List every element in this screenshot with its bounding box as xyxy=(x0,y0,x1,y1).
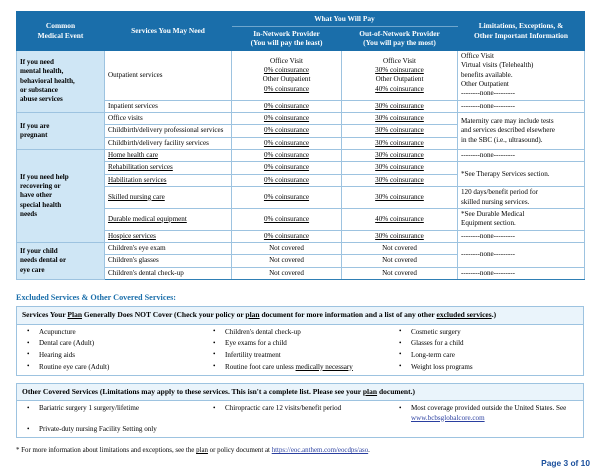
table-row xyxy=(17,50,585,100)
in-network-cost xyxy=(232,150,342,162)
header-common-medical-event xyxy=(17,12,105,51)
item-text: Routine foot care unless xyxy=(225,362,296,371)
not-covered-body xyxy=(17,325,583,375)
out-network-cost xyxy=(342,125,458,137)
service-name: Children's eye exam xyxy=(105,242,232,254)
benefits-table-body xyxy=(17,50,585,279)
header-in-network-provider xyxy=(232,26,342,50)
header-services-you-may-need: Services You May Need xyxy=(105,12,232,51)
footnote xyxy=(16,447,584,456)
in-network-cost: Not covered xyxy=(232,242,342,254)
heading-part-plan: plan xyxy=(362,386,378,396)
item-text: Most coverage provided outside the United States. See xyxy=(411,404,567,413)
cost-line: 30% coinsurance xyxy=(375,101,424,110)
limitations-note: --------none--------- xyxy=(458,242,585,267)
sbc-page xyxy=(0,11,600,474)
in-network-cost xyxy=(232,162,342,174)
limit-line: Equipment section. xyxy=(461,219,516,228)
out-network-cost xyxy=(342,230,458,242)
out-network-cost xyxy=(342,100,458,112)
service-label: Durable medical equipment xyxy=(108,214,187,223)
other-covered-box xyxy=(16,383,584,439)
limitations-note: *See Therapy Services section. xyxy=(458,162,585,187)
footnote-middle: or policy document at xyxy=(207,447,272,455)
list-item-global-core xyxy=(393,404,579,422)
list-item: • Infertility treatment xyxy=(207,351,393,360)
out-network-cost xyxy=(342,150,458,162)
heading-part-excluded: excluded services xyxy=(436,310,492,320)
in-network-cost xyxy=(232,230,342,242)
cost-line: 0% coinsurance xyxy=(263,214,310,223)
cost-line: 30% coinsurance xyxy=(375,151,424,160)
benefits-table-header xyxy=(17,12,585,51)
cost-line: Other Outpatient xyxy=(375,75,424,84)
service-label: Hospice services xyxy=(108,231,156,240)
service-name: Outpatient services xyxy=(105,50,232,100)
heading-part-plan: plan xyxy=(245,310,260,320)
list-item: • Acupuncture xyxy=(21,328,207,337)
heading-part: .) xyxy=(491,310,497,320)
service-label: Habilitation services xyxy=(108,175,167,184)
service-name: Children's dental check-up xyxy=(105,267,232,279)
out-network-cost: Not covered xyxy=(342,242,458,254)
in-network-cost: Not covered xyxy=(232,267,342,279)
in-network-cost xyxy=(232,187,342,209)
footnote-suffix: . xyxy=(368,447,370,455)
cost-line: 30% coinsurance xyxy=(375,114,424,123)
cost-line: 0% coinsurance xyxy=(263,65,310,74)
event-line: needs dental or xyxy=(20,256,67,265)
cost-line: 0% coinsurance xyxy=(263,151,310,160)
cost-line: 0% coinsurance xyxy=(263,114,310,123)
event-line: If you need help xyxy=(20,172,69,181)
service-name xyxy=(105,230,232,242)
event-line: behavioral health, xyxy=(20,76,75,85)
out-network-cost xyxy=(342,174,458,186)
list-item-routine-foot-care xyxy=(207,363,393,372)
limit-line: Maternity care may include tests xyxy=(461,117,554,126)
service-name xyxy=(105,208,232,230)
service-name xyxy=(105,150,232,162)
cost-line: 0% coinsurance xyxy=(263,192,310,201)
limit-line: and services described elsewhere xyxy=(461,126,555,135)
event-pregnant xyxy=(17,113,105,150)
limitations-note xyxy=(458,187,585,209)
benefits-table xyxy=(16,11,585,280)
service-name xyxy=(105,174,232,186)
in-network-cost xyxy=(232,137,342,149)
service-name xyxy=(105,162,232,174)
event-line: If you are xyxy=(20,121,50,130)
list-item: • Long-term care xyxy=(393,351,579,360)
limit-line: skilled nursing services. xyxy=(461,197,530,206)
cost-line: 30% coinsurance xyxy=(375,192,424,201)
in-network-cost xyxy=(232,174,342,186)
cost-line: Office Visit xyxy=(382,56,416,65)
limitations-note: --------none--------- xyxy=(458,267,585,279)
in-network-cost xyxy=(232,50,342,100)
other-covered-list xyxy=(21,404,579,434)
header-in-network-title: In-Network Provider xyxy=(253,28,320,38)
service-name: Childbirth/delivery professional services xyxy=(105,125,232,137)
cost-line: 0% coinsurance xyxy=(263,84,310,93)
list-item: • Routine eye care (Adult) xyxy=(21,363,207,372)
cost-line: 30% coinsurance xyxy=(375,231,424,240)
other-covered-body xyxy=(17,401,583,437)
heading-part: Generally Does NOT Cover (Check your policy or xyxy=(82,310,246,320)
heading-part: document.) xyxy=(377,386,415,396)
out-network-cost xyxy=(342,208,458,230)
limit-line: *See Durable Medical xyxy=(461,209,525,218)
limit-line: --------none--------- xyxy=(461,89,515,98)
cost-line: 0% coinsurance xyxy=(263,163,310,172)
event-line: pregnant xyxy=(20,131,48,140)
limit-line: Virtual visits (Telehealth) xyxy=(461,61,534,70)
out-network-cost xyxy=(342,137,458,149)
header-limitations-line1: Limitations, Exceptions, & xyxy=(478,21,564,31)
service-name: Children's glasses xyxy=(105,255,232,267)
header-limitations xyxy=(458,12,585,51)
limit-line: in the SBC (i.e., ultrasound). xyxy=(461,135,543,144)
event-recovering xyxy=(17,150,105,243)
in-network-cost xyxy=(232,125,342,137)
service-name: Childbirth/delivery facility services xyxy=(105,137,232,149)
cost-line: Other Outpatient xyxy=(262,75,311,84)
list-item: • Dental care (Adult) xyxy=(21,339,207,348)
item-text-underlined: medically necessary xyxy=(295,362,353,371)
table-row xyxy=(17,113,585,125)
footnote-plan-term: plan xyxy=(196,447,208,455)
not-covered-heading xyxy=(17,307,583,325)
event-line: mental health, xyxy=(20,67,64,76)
event-line: needs xyxy=(20,210,37,219)
header-out-network-sub: (You will pay the most) xyxy=(363,38,436,48)
event-child-dental-eye xyxy=(17,242,105,279)
cost-line: 30% coinsurance xyxy=(375,65,424,74)
list-item: • Cosmetic surgery xyxy=(393,328,579,337)
service-name: Inpatient services xyxy=(105,100,232,112)
out-network-cost xyxy=(342,50,458,100)
cost-line: 40% coinsurance xyxy=(375,84,424,93)
header-cme-line2: Medical Event xyxy=(37,30,84,40)
cost-line: 30% coinsurance xyxy=(375,175,424,184)
out-network-cost: Not covered xyxy=(342,255,458,267)
list-item: • Eye exams for a child xyxy=(207,339,393,348)
list-item: • Private-duty nursing Facility Setting only xyxy=(21,425,207,434)
limitations-note xyxy=(458,113,585,150)
other-covered-heading xyxy=(17,384,583,402)
event-line: have other xyxy=(20,191,53,200)
list-item: • Glasses for a child xyxy=(393,339,579,348)
event-line: If you need xyxy=(20,58,54,67)
service-label: Rehabilitation services xyxy=(108,163,173,172)
limit-line: benefits available. xyxy=(461,70,513,79)
list-item: • Children's dental check-up xyxy=(207,328,393,337)
footnote-prefix: * For more information about limitations and exceptions, see the xyxy=(16,447,197,455)
event-line: eye care xyxy=(20,265,45,274)
in-network-cost xyxy=(232,113,342,125)
header-cme-line1: Common xyxy=(45,21,76,31)
in-network-cost: Not covered xyxy=(232,255,342,267)
excluded-services-title: Excluded Services & Other Covered Services: xyxy=(16,293,177,303)
cost-line: 30% coinsurance xyxy=(375,126,424,135)
event-line: abuse services xyxy=(20,95,63,104)
limitations-note xyxy=(458,50,585,100)
limitations-note: --------none--------- xyxy=(458,100,585,112)
service-name: Office visits xyxy=(105,113,232,125)
cost-line: Office Visit xyxy=(269,56,303,65)
heading-part: Other Covered Services (Limitations may apply to these services. This isn't a complete list. Please see your xyxy=(22,386,363,396)
cost-line: 0% coinsurance xyxy=(263,175,310,184)
cost-line: 40% coinsurance xyxy=(375,214,424,223)
in-network-cost xyxy=(232,100,342,112)
heading-part-plan: Plan xyxy=(67,310,83,320)
table-row xyxy=(17,242,585,254)
heading-part: Services Your xyxy=(22,310,68,320)
list-item: • Weight loss programs xyxy=(393,363,579,372)
cost-line: 0% coinsurance xyxy=(263,126,310,135)
list-item: • Chiropractic care 12 visits/benefit period xyxy=(207,404,393,422)
limit-line: 120 days/benefit period for xyxy=(461,188,539,197)
limitations-note xyxy=(458,208,585,230)
heading-part: document for more information and a list of any other xyxy=(259,310,437,320)
header-out-network-title: Out-of-Network Provider xyxy=(359,28,440,38)
out-network-cost xyxy=(342,113,458,125)
limit-line: Office Visit xyxy=(461,51,495,60)
service-label: Home health care xyxy=(108,151,159,160)
cost-line: 0% coinsurance xyxy=(263,101,310,110)
event-line: If your child xyxy=(20,246,58,255)
list-item: • Bariatric surgery 1 surgery/lifetime xyxy=(21,404,207,422)
eoc-anthem-link[interactable]: https://eoc.anthem.com/eocdps/aso xyxy=(271,447,369,455)
limitations-note: --------none--------- xyxy=(458,230,585,242)
header-in-network-sub: (You will pay the least) xyxy=(250,38,323,48)
event-line: special health xyxy=(20,200,62,209)
in-network-cost xyxy=(232,208,342,230)
cost-line: 30% coinsurance xyxy=(375,163,424,172)
event-mental-health xyxy=(17,50,105,112)
out-network-cost xyxy=(342,162,458,174)
limitations-note: --------none--------- xyxy=(458,150,585,162)
list-item: • Hearing aids xyxy=(21,351,207,360)
header-what-you-will-pay: What You Will Pay xyxy=(232,12,458,27)
event-line: recovering or xyxy=(20,182,61,190)
not-covered-box xyxy=(16,306,584,376)
out-network-cost: Not covered xyxy=(342,267,458,279)
event-line: or substance xyxy=(20,86,58,95)
not-covered-list xyxy=(21,328,579,372)
header-limitations-line2: Other Important Information xyxy=(474,30,568,40)
limit-line: Other Outpatient xyxy=(461,79,509,88)
service-name xyxy=(105,187,232,209)
bcbs-global-core-link[interactable]: www.bcbsglobalcore.com xyxy=(411,413,485,422)
cost-line: 0% coinsurance xyxy=(263,231,310,240)
page-number: Page 3 of 10 xyxy=(541,458,590,468)
cost-line: 0% coinsurance xyxy=(263,138,310,147)
cost-line: 30% coinsurance xyxy=(375,138,424,147)
service-label: Skilled nursing care xyxy=(108,192,165,201)
out-network-cost xyxy=(342,187,458,209)
header-out-network-provider xyxy=(342,26,458,50)
table-row xyxy=(17,150,585,162)
